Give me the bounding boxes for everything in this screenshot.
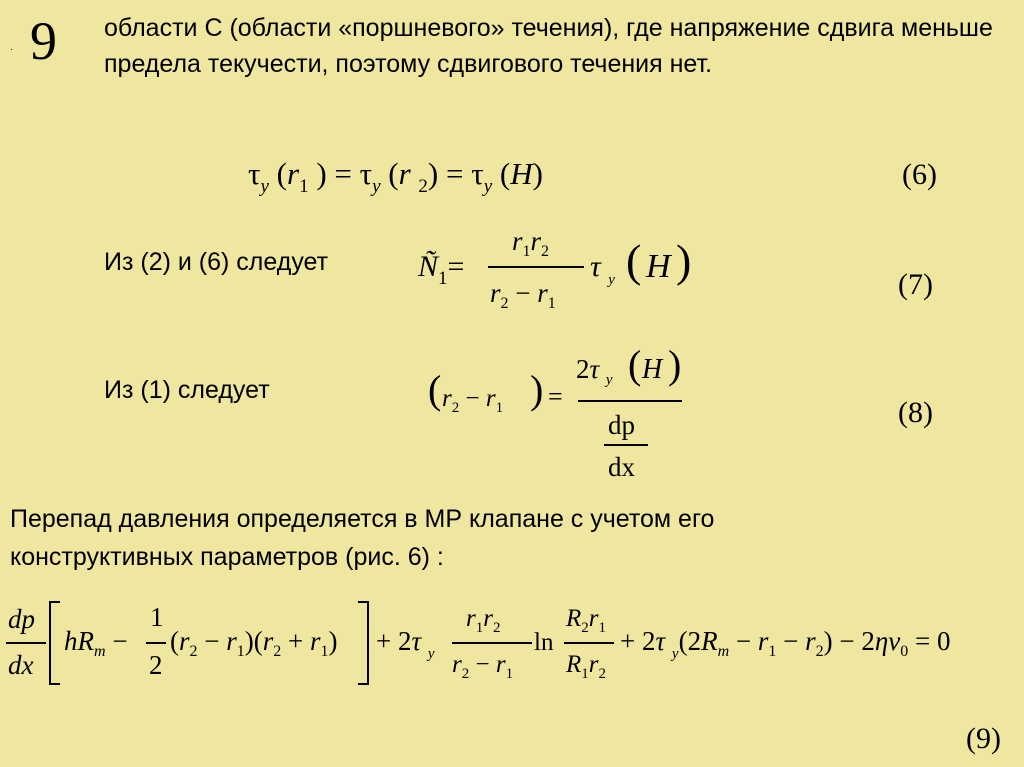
pressure-paragraph-line-2: конструктивных параметров (рис. 6) : (10, 543, 444, 571)
equation-7-tau: τ $_y$ (590, 250, 615, 288)
equation-9-number: (9) (966, 722, 1001, 755)
equation-8-equals: = (548, 382, 563, 411)
equation-9-R-fraction-bar (564, 642, 614, 644)
equation-9-right-bracket (356, 600, 372, 686)
equation-8-left-paren: ( (428, 367, 442, 412)
equation-8-lhs: $r_2 - r_1$ (442, 385, 504, 416)
equation-7-denominator: $r_2 - r_1$ (490, 278, 556, 312)
equation-7-right-paren: ) (676, 235, 692, 286)
equation-8-right-paren: ) (530, 367, 544, 412)
equation-9-dx: dx (8, 650, 34, 680)
equation-6-number: (6) (902, 158, 937, 191)
equation-7-number: (7) (898, 268, 933, 301)
equation-8-numerator: 2τ $_y$ (576, 354, 613, 388)
equation-7-H: H (646, 248, 671, 285)
equation-9-r-fraction-bar (452, 642, 532, 644)
pressure-paragraph (10, 500, 1010, 576)
equation-9-product: $(r_2 - r_1)(r_2 + r_1)$ (170, 626, 338, 660)
equation-7-fraction-bar (488, 266, 584, 268)
equation-7-lhs: $Ñ_1=$ (418, 250, 465, 289)
slide-number: 9 (30, 11, 57, 71)
equation-9-two: 2 (149, 650, 163, 680)
equation-7-numerator: $r_1r_2$ (512, 226, 550, 260)
equation-9-R2r1: $R_2r_1$ (566, 605, 607, 636)
equation-8-inner-fraction-bar (604, 444, 648, 446)
equation-9-r2-minus-r1: $r_2 - r_1$ (452, 651, 514, 682)
equation-9-left-bracket (46, 600, 62, 686)
equation-8-H: H (642, 354, 663, 385)
equation-6: $\tau_y$ ($r_1$ ) = $\tau_y$ (r $_2) = \tau_y$ (H) (248, 156, 543, 197)
equation-9-one: 1 (150, 602, 164, 632)
equation-7-prefix: Из (2) и (6) следует (104, 248, 329, 276)
equation-9-R1r2: $R_1r_2$ (566, 651, 607, 682)
equation-7-left-paren: ( (626, 235, 642, 286)
intro-paragraph: области С (области «поршневого» течения), где напряжение сдвига меньше предела текучести, поэтому сдвигового течения нет. (104, 14, 993, 78)
equation-8-fraction-bar (578, 400, 682, 402)
equation-9-half-bar (146, 642, 166, 644)
slide-marker: · (10, 44, 14, 55)
equation-9-dp: dp (8, 604, 35, 634)
equation-9-hRm: $hR_m$ − (64, 626, 128, 660)
equation-8-dp: dp (608, 410, 635, 440)
equation-9-tail: + 2τ $_y(2R_m - r_1 - r_2) - 2\eta\nu_0 = 0$ (620, 626, 951, 662)
equation-8-inner-left-paren: ( (628, 342, 642, 387)
pressure-paragraph-line-1: Перепад давления определяется в МР клапане с учетом его (10, 505, 715, 533)
equation-8-number: (8) (898, 396, 933, 429)
equation-9-r1r2: $r_1r_2$ (466, 605, 501, 636)
equation-9-ln: ln (534, 629, 554, 656)
equation-9-dpdx-bar (6, 642, 46, 644)
equation-8-inner-right-paren: ) (668, 342, 682, 387)
equation-8-prefix: Из (1) следует (104, 376, 270, 404)
equation-9-plus-2tau: + 2τ $_y$ (376, 626, 435, 662)
equation-8-dx: dx (608, 452, 635, 482)
